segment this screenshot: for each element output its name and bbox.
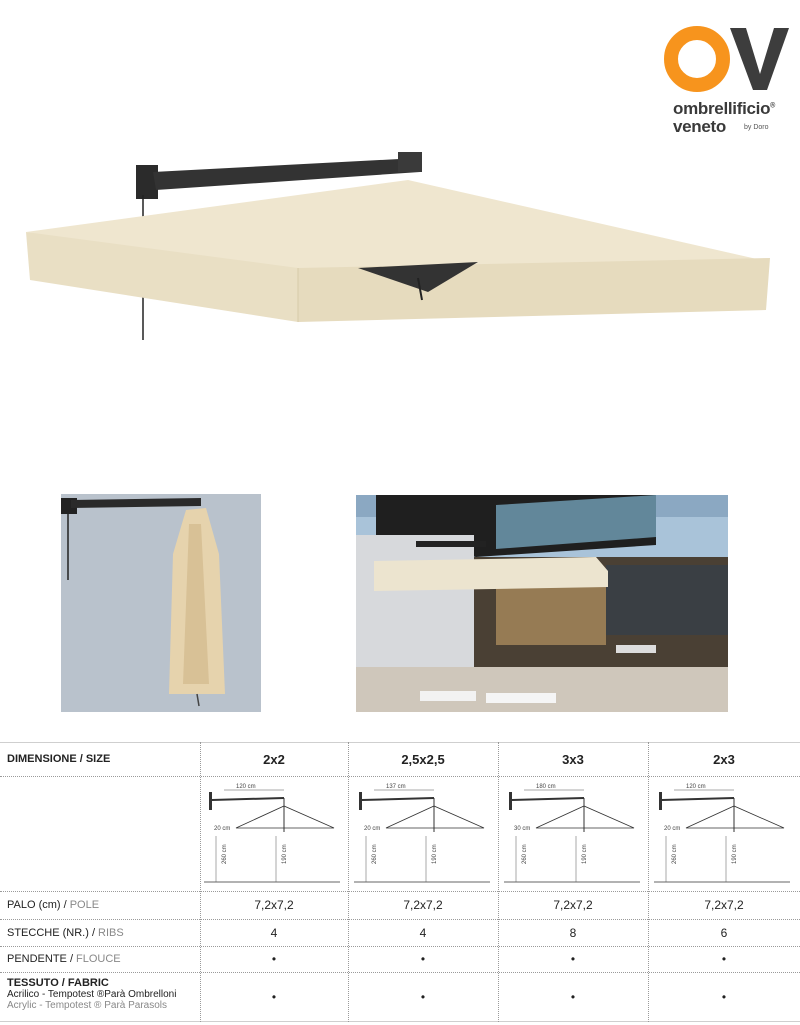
arm-length: 180 cm — [536, 784, 556, 790]
row-label-flounce: PENDENTE / FLOUCE — [7, 953, 121, 965]
arm-offset: 20 cm — [364, 826, 381, 832]
pole-value: 7,2x7,2 — [254, 898, 294, 912]
size-2-5x2-5: 2,5x2,5 — [401, 751, 445, 767]
clearance-height: 190 cm — [732, 844, 738, 864]
mount-height: 260 cm — [222, 844, 228, 864]
ov-logo-icon — [664, 24, 790, 94]
folded-parasol-photo — [61, 494, 261, 712]
ribs-value: 6 — [720, 925, 728, 940]
mount-height: 260 cm — [672, 844, 678, 864]
fabric-value: • — [271, 989, 277, 1004]
flounce-value: • — [271, 952, 277, 966]
clearance-height: 190 cm — [432, 844, 438, 864]
arm-length: 137 cm — [386, 784, 406, 790]
flounce-value: • — [570, 952, 576, 966]
row-label-fabric — [7, 978, 176, 1011]
dimension-diagram-2x3 — [654, 778, 790, 888]
size-2x3: 2x3 — [713, 751, 735, 767]
size-2x2: 2x2 — [263, 751, 285, 767]
terrace-parasol-photo — [356, 495, 728, 712]
ribs-value: 8 — [569, 925, 577, 940]
row-label-pole: PALO (cm) / POLE — [7, 899, 100, 911]
clearance-height: 190 cm — [282, 844, 288, 864]
ribs-value: 4 — [419, 925, 427, 940]
arm-length: 120 cm — [236, 784, 256, 790]
dimension-diagram-2-5x2-5 — [354, 778, 490, 888]
header-size-label: DIMENSIONE / SIZE — [7, 753, 111, 765]
fabric-line-it: Acrilico - Tempotest ®Parà Ombrelloni — [7, 989, 177, 1000]
wall-parasol-illustration — [18, 150, 778, 350]
size-3x3: 3x3 — [562, 751, 584, 767]
arm-offset: 20 cm — [214, 826, 231, 832]
flounce-value: • — [420, 952, 426, 966]
flounce-value: • — [721, 952, 727, 966]
pole-value: 7,2x7,2 — [553, 898, 593, 912]
brand-logo — [664, 24, 790, 134]
brand-by: by Doro — [744, 124, 769, 131]
ribs-value: 4 — [270, 925, 278, 940]
dimension-diagram-3x3 — [504, 778, 640, 888]
clearance-height: 190 cm — [582, 844, 588, 864]
fabric-value: • — [420, 989, 426, 1004]
fabric-title: TESSUTO / FABRIC — [7, 977, 109, 989]
dimension-diagram-2x2 — [204, 778, 340, 888]
arm-offset: 20 cm — [664, 826, 681, 832]
fabric-value: • — [570, 989, 576, 1004]
specification-table — [0, 742, 800, 1022]
fabric-line-en: Acrylic - Tempotest ® Parà Parasols — [7, 1000, 168, 1011]
pole-value: 7,2x7,2 — [403, 898, 443, 912]
pole-value: 7,2x7,2 — [704, 898, 744, 912]
arm-offset: 30 cm — [514, 826, 531, 832]
mount-height: 260 cm — [372, 844, 378, 864]
row-label-ribs: STECCHE (NR.) / RIBS — [7, 926, 124, 939]
fabric-value: • — [721, 989, 727, 1004]
arm-length: 120 cm — [686, 784, 706, 790]
mount-height: 260 cm — [522, 844, 528, 864]
brand-name-line1: ombrellificio® — [673, 99, 776, 118]
brand-name-line2: veneto — [673, 117, 726, 136]
